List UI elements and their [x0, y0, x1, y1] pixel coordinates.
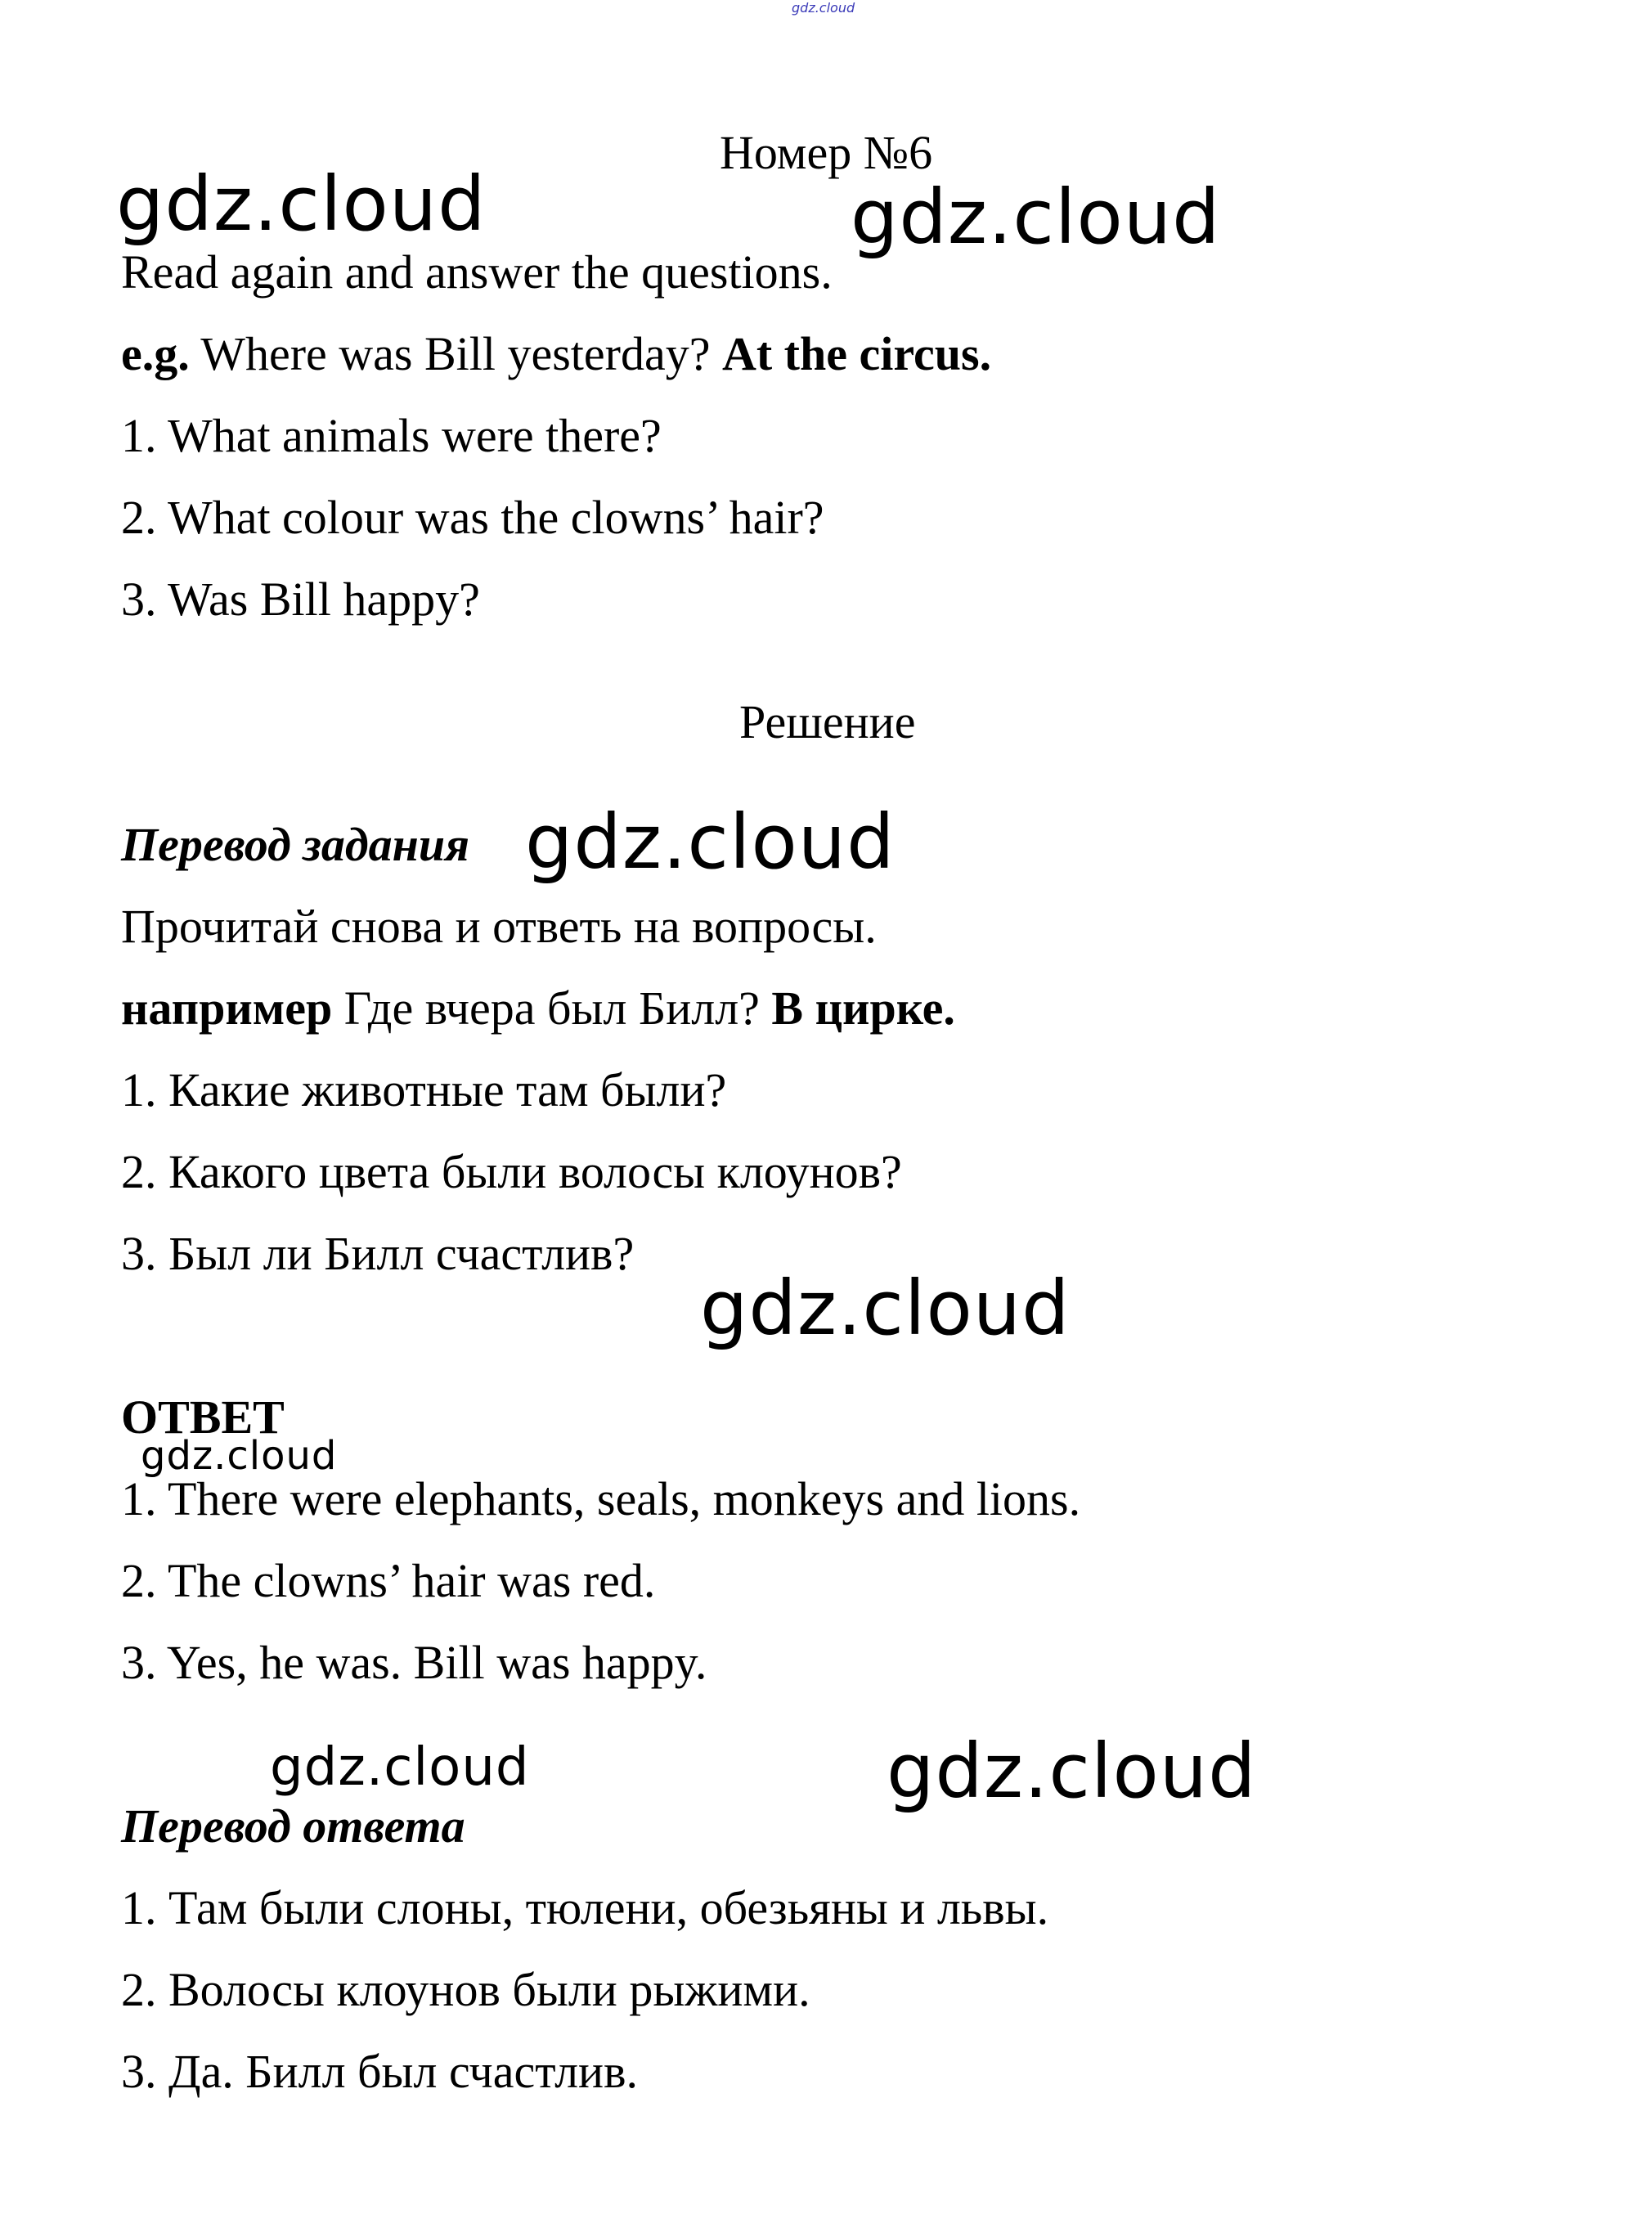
watermark: gdz.cloud [700, 1264, 1071, 1352]
translation-answer-item: 3. Да. Билл был счастлив. [121, 2045, 638, 2098]
translation-answer-item: 2. Волосы клоунов были рыжими. [121, 1963, 810, 2016]
example-question: Where was Bill yesterday? [189, 327, 722, 380]
translation-question: 1. Какие животные там были? [121, 1063, 727, 1116]
solution-heading: Решение [739, 695, 916, 748]
watermark: gdz.cloud [270, 1737, 530, 1798]
translation-task-heading: Перевод задания [121, 818, 469, 871]
translation-instruction: Прочитай снова и ответь на вопросы. [121, 900, 877, 953]
answer-heading: ОТВЕТ [121, 1390, 285, 1444]
top-watermark: gdz.cloud [792, 0, 855, 16]
translation-answer-heading: Перевод ответа [121, 1799, 465, 1853]
watermark: gdz.cloud [141, 1433, 338, 1479]
translation-answer-item: 1. Там были слоны, тюлени, обезьяны и львы. [121, 1881, 1049, 1934]
translation-example [121, 980, 955, 1037]
translation-example-answer: В цирке. [771, 981, 955, 1035]
answer-item: 1. There were elephants, seals, monkeys and lions. [121, 1472, 1081, 1525]
translation-question: 3. Был ли Билл счастлив? [121, 1227, 635, 1280]
translation-question: 2. Какого цвета были волосы клоунов? [121, 1145, 902, 1198]
translation-example-question: Где вчера был Билл? [332, 981, 772, 1035]
task-instruction: Read again and answer the questions. [121, 245, 833, 299]
example-prefix: e.g. [121, 327, 190, 380]
task-question: 3. Was Bill happy? [121, 573, 480, 626]
watermark: gdz.cloud [116, 160, 487, 248]
task-question: 1. What animals were there? [121, 409, 662, 462]
watermark: gdz.cloud [851, 173, 1221, 261]
task-example [121, 326, 991, 383]
watermark: gdz.cloud [525, 798, 896, 886]
example-answer: At the circus. [721, 327, 992, 380]
translation-example-prefix: например [121, 981, 333, 1035]
answer-item: 3. Yes, he was. Bill was happy. [121, 1636, 707, 1689]
page-title: Номер №6 [720, 126, 933, 179]
task-question: 2. What colour was the clowns’ hair? [121, 491, 824, 544]
watermark: gdz.cloud [887, 1727, 1257, 1815]
answer-item: 2. The clowns’ hair was red. [121, 1554, 656, 1607]
